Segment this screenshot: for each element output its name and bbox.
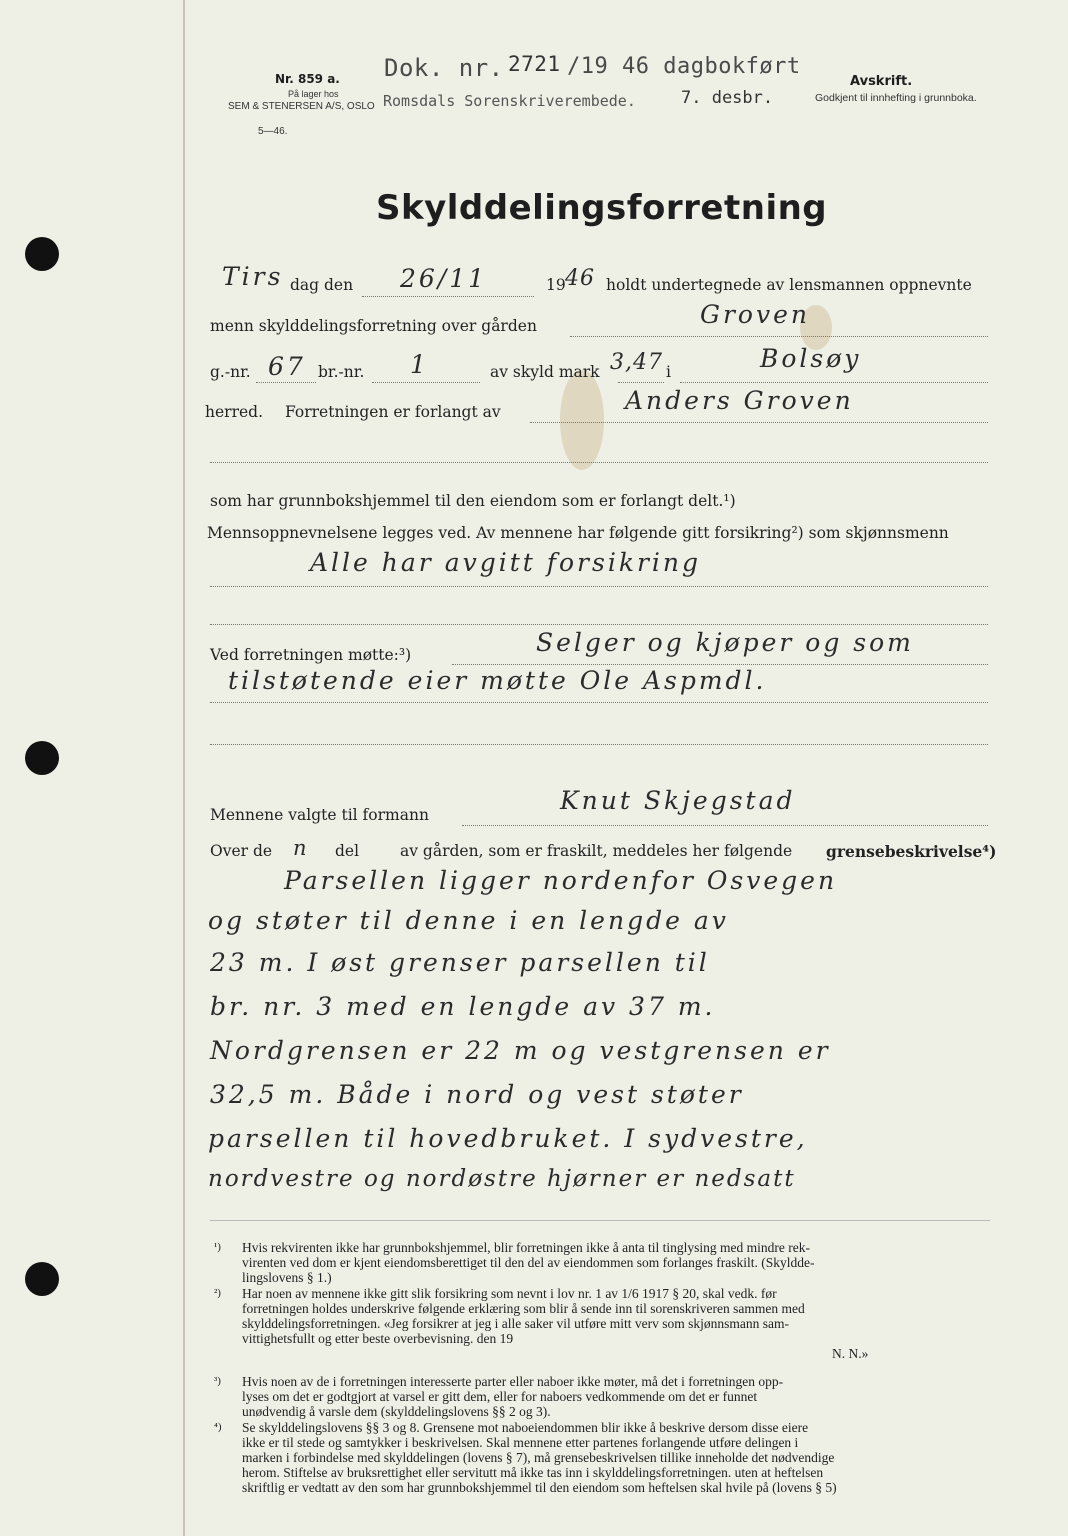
punch-hole: [25, 741, 59, 775]
handwritten-chairman: Knut Skjegstad: [560, 786, 796, 815]
form-label: holdt undertegnede av lensmannen oppnevnte: [606, 276, 972, 294]
approval-note: Godkjent til innhefting i grunnboka.: [815, 92, 977, 104]
handwritten-skyld: 3,47: [610, 350, 663, 375]
form-label: 19: [546, 276, 566, 294]
handwritten-year: 46: [565, 266, 595, 291]
footnote-line: unødvendig å varsle dem (skylddelingslovens §§ 2 og 3).: [242, 1404, 551, 1419]
dotted-line: [530, 422, 988, 423]
dotted-line: [618, 382, 664, 383]
footnote-signature: N. N.»: [832, 1346, 869, 1361]
form-number: Nr. 859 a.: [275, 72, 340, 86]
dagbokfort-stamp: /19 46 dagbokført: [567, 54, 801, 79]
punch-hole: [25, 1262, 59, 1296]
dotted-line: [210, 624, 988, 625]
publisher-line: 5—46.: [258, 126, 288, 137]
footnote-line: herom. Stiftelse av bruksrettighet eller servitutt må ikke tas inn i skylddelingsforretningen. uten at heftelsen: [242, 1465, 824, 1480]
form-label: av skyld mark: [490, 363, 600, 381]
footnote-2: [214, 1286, 1014, 1366]
dotted-line: [570, 336, 988, 337]
footnote-4: [214, 1420, 1014, 1500]
form-label: br.-nr.: [318, 363, 365, 381]
dotted-line: [462, 825, 988, 826]
dotted-line: [452, 664, 988, 665]
page-title: Skylddelingsforretning: [376, 188, 828, 228]
margin-line: [183, 0, 185, 1536]
description-line: parsellen til hovedbruket. I sydvestre,: [208, 1124, 808, 1153]
description-line: og støter til denne i en lengde av: [208, 906, 729, 935]
footnote-rule: [210, 1220, 990, 1221]
footnote-line: virenten ved dom er kjent eiendomsberettiget til den del av eiendommen som forlanges fraskilt. (Skylddе-: [242, 1255, 815, 1270]
handwritten-municipality: Bolsøy: [760, 344, 862, 373]
form-label: menn skylddelingsforretning over gården: [210, 317, 537, 335]
footnote-line: Hvis noen av de i forretningen interesserte parter eller naboer ikke møter, må det i forretningen opp-: [242, 1374, 784, 1389]
court-stamp: Romsdals Sorenskriverembede.: [383, 92, 636, 110]
dotted-line: [680, 382, 988, 383]
stamp-date: 7. desbr.: [681, 88, 774, 108]
handwritten-requester: Anders Groven: [625, 386, 854, 415]
description-line: Nordgrensen er 22 m og vestgrensen er: [210, 1036, 831, 1065]
doc-number: 2721: [508, 52, 561, 76]
dotted-line: [210, 744, 988, 745]
footnote-1: [214, 1240, 1014, 1288]
description-line: br. nr. 3 med en lengde av 37 m.: [210, 992, 716, 1021]
footnote-3: [214, 1374, 1014, 1422]
form-label: Mennsoppnevnelsene legges ved. Av mennene har følgende gitt forsikring²) som skjønnsmenn: [207, 524, 949, 542]
publisher-line: SEM & STENERSEN A/S, OSLO: [228, 101, 375, 112]
water-stain: [560, 370, 604, 470]
dotted-line: [210, 702, 988, 703]
dotted-line: [362, 296, 534, 297]
handwritten-brnr: 1: [410, 350, 429, 379]
footnote-line: Har noen av mennene ikke gitt slik forsikring som nevnt i lov nr. 1 av 1/6 1917 § 20, skal vedk. før: [242, 1286, 777, 1301]
footnote-line: marken i forbindelse med skylddelingen (lovens § 7), må grensebeskrivelsen tillike inneholde det nødvendige: [242, 1450, 835, 1465]
form-label: g.-nr.: [210, 363, 251, 381]
form-label-bold: grensebeskrivelse⁴): [826, 842, 997, 861]
dok-nr-stamp: Dok. nr.: [384, 54, 504, 82]
footnote-line: skriftlig er vedtatt av den som har grunnbokshjemmel til den eiendom som heftelsen skal hvile på (lovens § 5): [242, 1480, 837, 1495]
description-line: 32,5 m. Både i nord og vest støter: [210, 1080, 744, 1109]
dotted-line: [372, 382, 480, 383]
copy-label: Avskrift.: [850, 74, 913, 89]
form-label: i: [666, 363, 671, 381]
footnote-line: vittighetsfullt og etter beste overbevisning. den 19: [242, 1331, 514, 1346]
form-label: Forretningen er forlangt av: [285, 403, 501, 421]
footnote-line: Hvis rekvirenten ikke har grunnbokshjemmel, blir forretningen ikke å anta til tinglysing med mindre rek-: [242, 1240, 810, 1255]
footnote-marker: ¹): [214, 1241, 221, 1253]
form-label: av gården, som er fraskilt, meddeles her følgende: [400, 842, 793, 860]
handwritten-assurance: Alle har avgitt forsikring: [310, 548, 702, 577]
form-label: herred.: [205, 403, 263, 421]
handwritten-farm: Groven: [700, 300, 810, 329]
footnote-line: forretningen holdes underskrive følgende erklæring som blir å sende inn til sorenskriveren sammen med: [242, 1301, 805, 1316]
punch-hole: [25, 237, 59, 271]
form-label: dag den: [290, 276, 354, 294]
dotted-line: [210, 462, 988, 463]
dotted-line: [256, 382, 316, 383]
dotted-line: [210, 586, 988, 587]
form-label: Ved forretningen møtte:³): [210, 646, 412, 664]
publisher-line: På lager hos: [288, 89, 339, 99]
handwritten-suffix: n: [293, 836, 308, 860]
form-label: Over de: [210, 842, 273, 860]
footnote-marker: ⁴): [214, 1421, 222, 1433]
footnote-marker: ³): [214, 1375, 221, 1387]
handwritten-present: Selger og kjøper og som: [536, 628, 914, 657]
footnote-line: lingslovens § 1.): [242, 1270, 332, 1285]
description-line: Parsellen ligger nordenfor Osvegen: [284, 866, 838, 895]
handwritten-date: 26/11: [400, 264, 488, 293]
footnote-line: ikke er til stede og samtykker i beskrivelsen. Skal mennene etter partenes forlangende utføre delingen i: [242, 1435, 799, 1450]
form-label: Mennene valgte til formann: [210, 806, 429, 824]
handwritten-gnr: 67: [268, 352, 306, 381]
footnote-line: lyses om det er godtgjort at varsel er gitt dem, eller for naboers vedkommende om det er funnet: [242, 1389, 758, 1404]
handwritten-weekday: Tirs: [222, 262, 284, 291]
footnote-marker: ²): [214, 1287, 221, 1299]
description-line: nordvestre og nordøstre hjørner er nedsatt: [208, 1166, 796, 1192]
footnote-line: Se skylddelingslovens §§ 3 og 8. Grensene mot naboeiendommen blir ikke å beskrive dersom disse eiere: [242, 1420, 809, 1435]
handwritten-present: tilstøtende eier møtte Ole Aspmdl.: [228, 666, 767, 695]
footnote-line: skylddelingsforretningen. «Jeg forsikrer at jeg i alle saker vil utføre mitt verv som skjønnsmann sam-: [242, 1316, 790, 1331]
form-label: som har grunnbokshjemmel til den eiendom som er forlangt delt.¹): [210, 492, 736, 510]
description-line: 23 m. I øst grenser parsellen til: [210, 948, 710, 977]
form-label: del: [335, 842, 360, 860]
